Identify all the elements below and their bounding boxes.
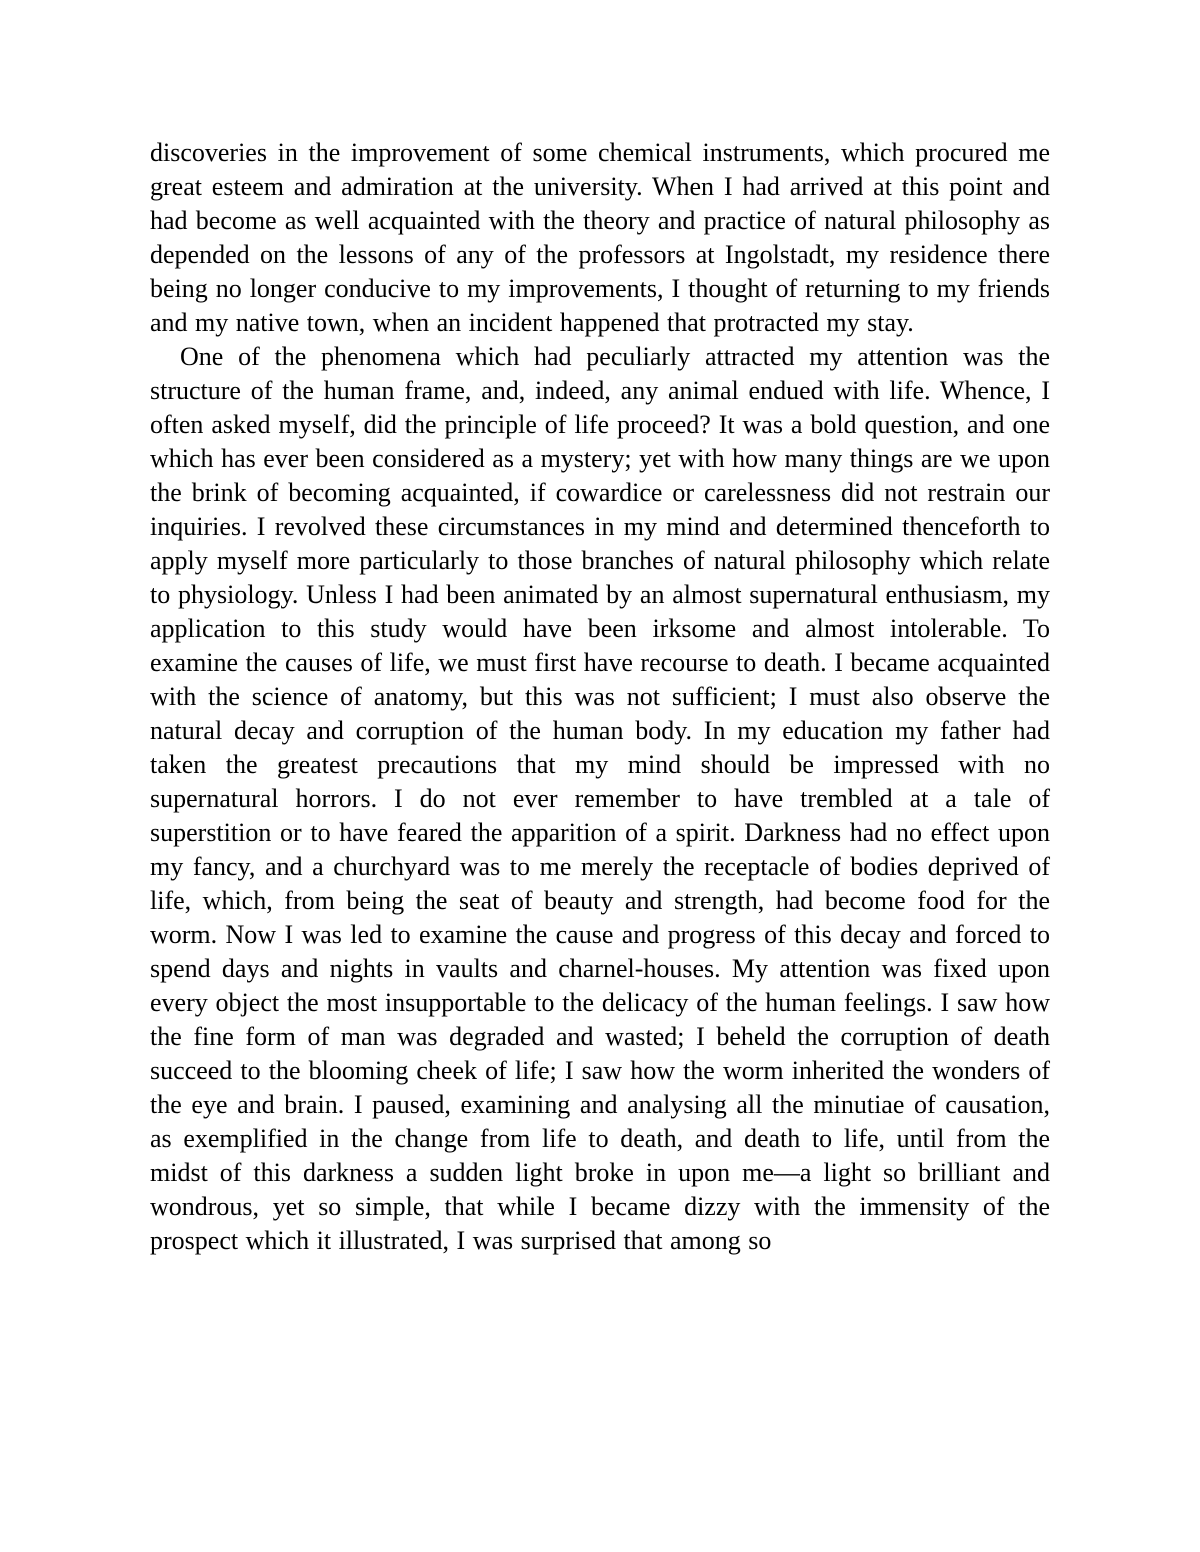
body-paragraph: One of the phenomena which had peculiarly attracted my attention was the structure of the human frame, and, indeed, any animal endued with life. Whence, I often asked myself, did the principle of life proceed? It was a bold question, and one which has ever been considered as a mystery; yet with how many things are we upon the brink of becoming acquainted, if cowardice or carelessness did not restrain our inquiries. I revolved these circumstances in my mind and determined thenceforth to apply myself more particularly to those branches of natural philosophy which relate to physiology. Unless I had been animated by an almost supernatural enthusiasm, my application to this study would have been irksome and almost intolerable. To examine the causes of life, we must first have recourse to death. I became acquainted with the science of anatomy, but this was not sufficient; I must also observe the natural decay and corruption of the human body. In my education my father had taken the greatest precautions that my mind should be impressed with no supernatural horrors. I do not ever remember to have trembled at a tale of superstition or to have feared the apparition of a spirit. Darkness had no effect upon my fancy, and a churchyard was to me merely the receptacle of bodies deprived of life, which, from being the seat of beauty and strength, had become food for the worm. Now I was led to examine the cause and progress of this decay and forced to spend days and nights in vaults and charnel-houses. My attention was fixed upon every object the most insupportable to the delicacy of the human feelings. I saw how the fine form of man was degraded and wasted; I beheld the corruption of death succeed to the blooming cheek of life; I saw how the worm inherited the wonders of the eye and brain. I paused, examining and analysing all the minutiae of causation, as exemplified in the change from life to death, and death to life, until from the midst of this darkness a sudden light broke in upon me—a light so brilliant and wondrous, yet so simple, that while I became dizzy with the immensity of the prospect which it illustrated, I was surprised that among so	[150, 342, 1050, 1255]
body-paragraph: discoveries in the improvement of some chemical instruments, which procured me great esteem and admiration at the university. When I had arrived at this point and had become as well acquainted with the theory and practice of natural philosophy as depended on the lessons of any of the professors at Ingolstadt, my residence there being no longer conducive to my improvements, I thought of returning to my friends and my native town, when an incident happened that protracted my stay.	[150, 138, 1050, 337]
